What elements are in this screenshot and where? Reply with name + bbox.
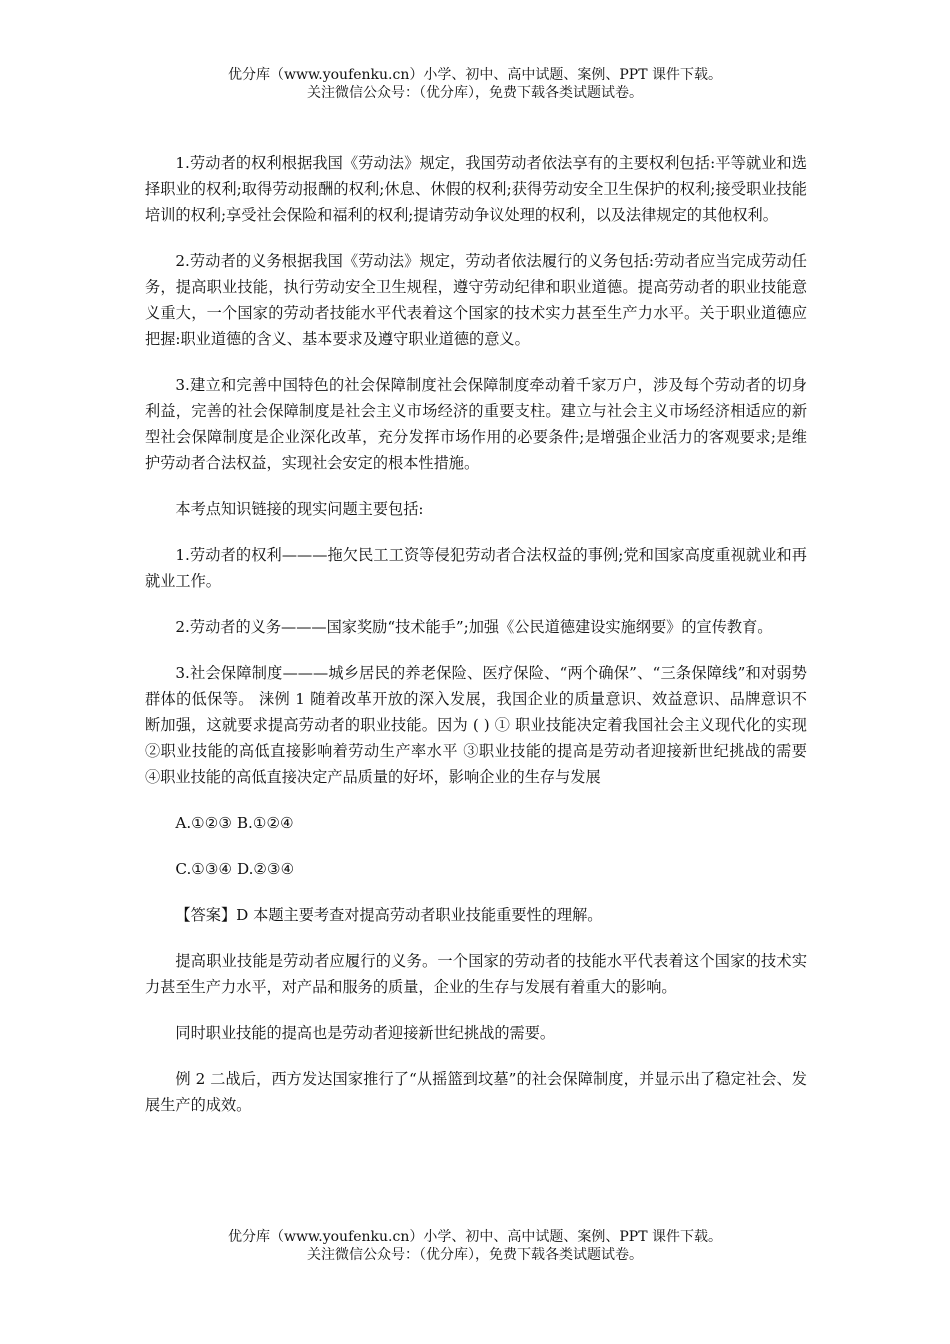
option-line-cd: C.①③④ D.②③④ [175,860,295,878]
page-header [0,66,950,102]
answer-line: 【答案】D 本题主要考查对提高劳动者职业技能重要性的理解。 [175,906,603,924]
paragraph-explanation: 提高职业技能是劳动者应履行的义务。一个国家的劳动者的技能水平代表着这个国家的技术实力甚至生产力水平，对产品和服务的质量，企业的生存与发展有着重大的影响。 [145,952,807,996]
option-line-ab: A.①②③ B.①②④ [175,814,294,832]
page-footer [0,1228,950,1264]
paragraph-link-security-example: 3.社会保障制度———城乡居民的养老保险、医疗保险、“两个确保”、“三条保障线”和对弱势群体的低保等。 涞例 1 随着改革开放的深入发展，我国企业的质量意识、效益意识、品牌意识不断加强，这就要求提高劳动者的职业技能。因为 ( ) ① 职业技能决定着我国社会主义现代化的实现 ②职业技能的高低直接影响着劳动生产率水平 ③职业技能的提高是劳动者迎接新世纪挑战的需要 ④职业技能的高低直接决定产品质量的好坏，影响企业的生存与发展 [145,664,807,786]
paragraph-link-duties: 2.劳动者的义务———国家奖励“技术能手”;加强《公民道德建设实施纲要》的宣传教育。 [175,618,773,636]
paragraph-duties: 2.劳动者的义务根据我国《劳动法》规定，劳动者依法履行的义务包括:劳动者应当完成劳动任务，提高职业技能，执行劳动安全卫生规程，遵守劳动纪律和职业道德。提高劳动者的职业技能意义重大，一个国家的劳动者技能水平代表着这个国家的技术实力甚至生产力水平。关于职业道德应把握:职业道德的含义、基本要求及遵守职业道德的意义。 [145,252,807,348]
paragraph-explanation-2: 同时职业技能的提高也是劳动者迎接新世纪挑战的需要。 [175,1024,556,1042]
paragraph-links-intro: 本考点知识链接的现实问题主要包括: [175,500,424,518]
paragraph-rights: 1.劳动者的权利根据我国《劳动法》规定，我国劳动者依法享有的主要权利包括:平等就业和选择职业的权利;取得劳动报酬的权利;休息、休假的权利;获得劳动安全卫生保护的权利;接受职业技能培训的权利;享受社会保险和福利的权利;提请劳动争议处理的权利，以及法律规定的其他权利。 [145,154,807,224]
footer-line-2: 关注微信公众号：（优分库），免费下载各类试题试卷。 [307,1247,643,1263]
paragraph-link-rights: 1.劳动者的权利———拖欠民工工资等侵犯劳动者合法权益的事例;党和国家高度重视就业和再就业工作。 [145,546,807,590]
header-line-1: 优分库（www.youfenku.cn）小学、初中、高中试题、案例、PPT 课件下载。 [227,67,722,83]
paragraph-social-security: 3.建立和完善中国特色的社会保障制度社会保障制度牵动着千家万户，涉及每个劳动者的切身利益，完善的社会保障制度是社会主义市场经济的重要支柱。建立与社会主义市场经济相适应的新型社会保障制度是企业深化改革，充分发挥市场作用的必要条件;是增强企业活力的客观要求;是维护劳动者合法权益，实现社会安定的根本性措施。 [145,376,807,472]
paragraph-example-2: 例 2 二战后，西方发达国家推行了“从摇篮到坟墓”的社会保障制度，并显示出了稳定社会、发展生产的成效。 [145,1070,807,1114]
document-body [145,150,807,1138]
footer-line-1: 优分库（www.youfenku.cn）小学、初中、高中试题、案例、PPT 课件下载。 [227,1229,722,1245]
header-line-2: 关注微信公众号：（优分库），免费下载各类试题试卷。 [307,85,643,101]
